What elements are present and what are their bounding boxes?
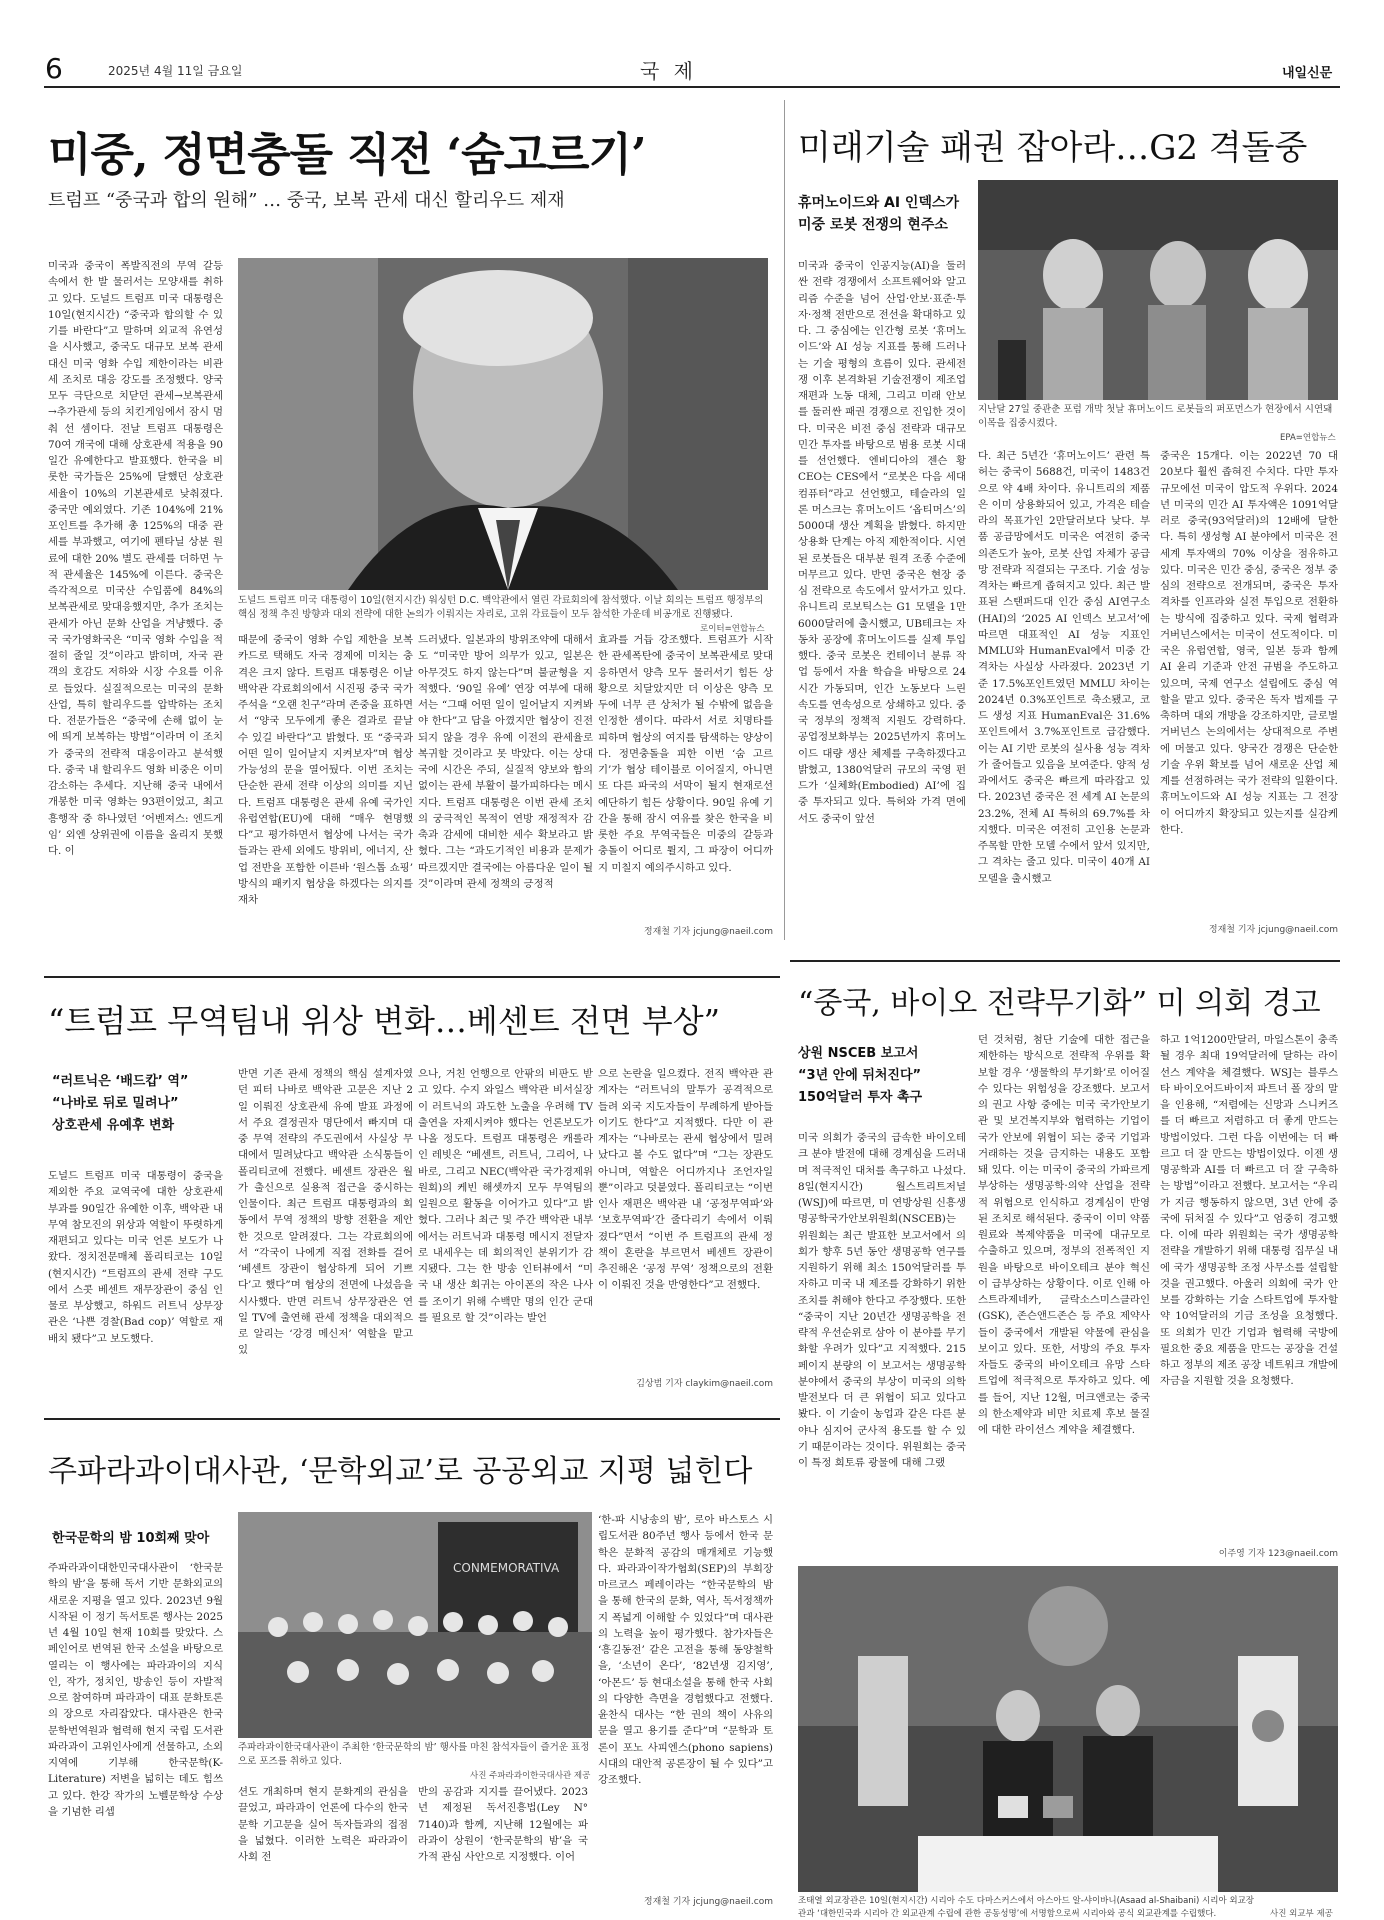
newspaper-name: 내일신문 bbox=[1282, 66, 1333, 81]
a3-subhead-1: “러트닉은 ‘배드캅’ 역” bbox=[52, 1074, 189, 1089]
a3-column-1: 도널드 트럼프 미국 대통령이 중국을 제외한 주요 교역국에 대한 상호관세 부과를 90일간 유예한 이후, 백악관 내 무역 참모진의 위상과 역할이 뚜렷하게 재편되고 있다는 미국 언론 보도가 나왔다. 정치전문매체 폴리티코는 10일(현지시간) “트럼프의 관세 전략 구도에서 스콧 베센트 재무장관이 중심 인물로 부상했고, 하워드 러트닉 상무장관은 ‘나쁜 경찰(Bad cop)’ 역할로 재배치 됐다”고 보도했다. bbox=[48, 1170, 223, 1345]
trump-photo-figure bbox=[238, 258, 768, 590]
issue-date: 2025년 4월 11일 금요일 bbox=[108, 64, 243, 78]
a1-headline: 미중, 정면충돌 직전 ‘숨고르기’ bbox=[48, 128, 646, 181]
a5-column-1: 주파라과이대한민국대사관이 ‘한국문학의 밤’을 통해 독서 기반 문화외교의 새로운 지평을 열고 있다. 2023년 9월 시작된 이 정기 독서토론 행사는 2025년 4월 10일 현재 10회를 맞았다. 스페인어로 번역된 한국 소설을 바탕으로 열리는 이 행사에는 파라과이의 지식인, 작가, 정치인, 방송인 등이 자발적으로 참여하며 파라과이 대표 문화토론의 장으로 자리잡았다. 대사관은 한국문학번역원과 협력해 현지 국립 도서관 파라과이 고위인사에게 선물하고, 소외 지역에 기부해 한국문학(K-Literature) 저변을 넓히는 데도 힘쓰고 있다. 한강 작가의 노벨문학상 수상을 기념한 리셉 bbox=[48, 1562, 223, 1818]
a1-subhead: 트럼프 “중국과 합의 원해” … 중국, 보복 관세 대신 할리우드 제재 bbox=[48, 190, 565, 211]
header-rule bbox=[44, 86, 1340, 88]
a2-headline: 미래기술 패권 잡아라…G2 격돌중 bbox=[798, 128, 1308, 168]
a2-subhead-2: 미중 로봇 전쟁의 현주소 bbox=[798, 217, 948, 233]
column-divider bbox=[784, 100, 785, 940]
a5-column-4: ‘한-파 시낭송의 밤’, 로아 바스토스 시립도서관 80주년 행사 등에서 한국 문학은 문화적 공감의 매개체로 기능했다. 파라과이작가협회(SEP)의 부회장 마르코스 페레이라는 “한국문학의 밤을 통해 한국의 문화, 역사, 독서정책까지 폭넓게 이해할 수 있었다”며 대사관의 노력을 높이 평가했다. 참가자들은 ‘흥길동전’ 같은 고전을 통해 동양철학을, ‘소년이 온다’, ‘82년생 김지영’, ‘아몬드’ 등 현대소설을 통해 한국 사회의 다양한 측면을 경험했다고 전했다. 윤찬식 대사는 “한 권의 책이 사유의 문을 열고 용기를 준다”며 “문학과 토론이 포노 사피엔스(phono sapiens) 시대의 대안적 공론장이 될 수 있다”고 강조했다. bbox=[598, 1514, 773, 1786]
section-rule-right bbox=[790, 960, 1340, 962]
a5-photo-caption: 주파라과이한국대사관이 주최한 ‘한국문학의 밤’ 행사를 마친 참석자들이 즐거운 표정으로 포즈를 취하고 있다. bbox=[238, 1742, 590, 1767]
a2-column-2: 다. 최근 5년간 ‘휴머노이드’ 관련 특허는 중국이 5688건, 미국이 1483건으로 약 4배 차이다. 유니트리의 제품은 이미 상용화되어 있고, 가격은 테슬라의 목표가인 2만달러보다 낮다. 부품 공급망에서도 미국은 여전히 중국 의존도가 높아, 로봇 산업 자체가 공급망 전략과 직결되는 구조다. 기술 성능 격차는 빠르게 좁혀지고 있다. 최근 발표된 스탠퍼드대 인간 중심 AI연구소(HAI)의 ‘2025 AI 인덱스 보고서’에 따르면 대표적인 AI 성능 지표인 MMLU와 HumanEval에서 미중 간 격차는 사실상 사라졌다. 2023년 기준 17.5%포인트였던 MMLU 차이는 2024년 0.3%포인트로 축소됐고, 코드 생성 지표 HumanEval은 31.6%포인트에서 3.7%포인트로 급감했다. 이는 AI 기반 로봇의 실사용 성능 격차가 줄어들고 있음을 보여준다. 양적 성과에서도 중국은 빠르게 따라잡고 있다. 2023년 중국은 전 세계 AI 논문의 23.2%, 전체 AI 특허의 69.7%를 차지했다. 미국은 여전히 고인용 논문과 주목할 만한 모델 수에서 앞서 있지만, 그 격차는 줄고 있다. 미국이 40개 AI 모델을 출시했고 bbox=[978, 450, 1150, 885]
a3-column-4: 으로 논란을 일으켰다. 전직 백악관 관계자는 “러트닉의 말투가 공격적으로 들려 외국 지도자들이 무례하게 받아들이기도 한다”고 지적했다. 다만 이 관계자는 “나바로는 관세 협상에서 밀려났다고 볼 수도 없다”며 “그는 장관도 아니며, 역할은 어디까지나 조언자일 뿐”이라고 덧붙였다. 폴리티코는 “이번 인사 재편은 백악관 내 ‘공정무역파’와 ‘보호무역파’간 줄다리기 속에서 이뤄졌다”면서 “이번 주 트럼프의 관세 정책이 혼란을 부르면서 베센트 장관이 추진해온 ‘공정 무역’ 정책으로의 전환이 이뤄진 것을 반영한다”고 전했다. bbox=[598, 1068, 773, 1292]
a1-photo-caption: 도널드 트럼프 미국 대통령이 10일(현지시간) 워싱턴 D.C. 백악관에서 열린 각료회의에 참석했다. 이날 회의는 트럼프 행정부의 핵심 정책 추진 방향과 대외 전략에 대한 논의가 이뤄지는 자리로, 고위 각료들이 모두 참석한 가운데 비공개로 진행됐다. bbox=[238, 595, 764, 620]
a4-byline: 이주영 기자 123@naeil.com bbox=[1218, 1549, 1338, 1559]
a2-photo-credit: EPA=연합뉴스 bbox=[1280, 433, 1336, 443]
a2-photo-caption: 지난달 27일 중관춘 포럼 개막 첫날 휴머노이드 로봇들의 퍼포먼스가 현장에서 시연돼 이목을 집중시켰다. bbox=[978, 404, 1333, 429]
event-banner-text: CONMEMORATIVA bbox=[453, 1561, 560, 1575]
a3-subhead-3: 상호관세 유예후 변화 bbox=[52, 1118, 175, 1133]
a6-photo-caption: 조태열 외교장관은 10일(현지시간) 시리아 수도 다마스커스에서 아스아드 알-샤이바니(Asaad al-Shaibani) 시리아 외교장관과 ‘대한민국과 시리아 간 외교관계 수립에 관한 공동성명’에 서명함으로써 시리아와 공식 외교관계를 수립했다. bbox=[798, 1896, 1255, 1919]
a5-byline: 정재철 기자 jcjung@naeil.com bbox=[643, 1897, 773, 1907]
robots-photo-figure bbox=[978, 180, 1338, 400]
event-photo-figure bbox=[238, 1512, 592, 1738]
a1-photo-credit: 로이터=연합뉴스 bbox=[700, 624, 765, 634]
a4-column-2: 던 것처럼, 첨단 기술에 대한 접근을 제한하는 방식으로 전략적 우위를 확보할 경우 ‘생물학의 무기화’로 이어질 수 있다는 위험성을 강조했다. 보고서의 권고 사항 중에는 미국 국가안보기관 및 보건복지부와 협력하는 기업이 국가 안보에 위협이 되는 중국 기업과 거래하는 것을 금지하는 내용도 포함돼 있다. 이는 미국이 중국의 가파르게 부상하는 생명공학·의약 산업을 전략적 위협으로 인식하고 경계심이 반영된 조치로 해석된다. 중국이 이미 약품 원료와 복제약품을 미국에 대규모로 수출하고 있으며, 정부의 전폭적인 지원을 바탕으로 바이오테크 분야 혁신이 급부상하는 상황이다. 이로 인해 아스트라제네카, 글락소스미스클라인(GSK), 존슨앤드존슨 등 주요 제약사들이 중국에서 개발된 약물에 관심을 보이고 있다. 또한, 서방의 주요 투자자들도 중국의 바이오테크 유망 스타트업에 적극적으로 투자하고 있다. 예를 들어, 지난 12월, 머크앤코는 중국의 한소제약과 비만 치료제 후보 물질에 대한 라이선스 계약을 체결했다. bbox=[978, 1034, 1150, 1436]
a1-column-2: 때문에 중국이 영화 수입 제한을 보복 카드로 택해도 자국 경제에 미치는 충격은 크지 않다. 트럼프 대통령은 이날 백악관 각료회의에서 시진핑 중국 국가주석을 “오랜 친구”라며 존중을 표하면서 “양국 모두에게 좋은 결과로 끝날 수 있길 바란다”고 밝혔다. 또 “중국과 어떤 일이 일어날지 지켜보자”며 협상 가능성의 문을 열어뒀다. 이번 조치는 단순한 관세 전략 이상의 의미를 지닌다. 트럼프 대통령은 관세 유예 국가인 유럽연합(EU)에 대해 “매우 현명했다”고 평가하면서 협상에 나서는 국가들과는 관세 외에도 방위비, 에너지, 산업 전반을 포함한 이른바 ‘원스톱 쇼핑’ 방식의 패키지 협상을 하겠다는 의지를 재차 bbox=[238, 634, 413, 906]
a6-photo-signing bbox=[798, 1566, 1338, 1892]
a5-photo-credit: 사진 주파라과이한국대사관 제공 bbox=[470, 1771, 591, 1781]
a5-photo-event bbox=[238, 1512, 592, 1738]
a3-headline: “트럼프 무역팀내 위상 변화…베센트 전면 부상” bbox=[48, 1002, 720, 1040]
a2-photo-robots bbox=[978, 180, 1338, 400]
a3-byline: 김상범 기자 claykim@naeil.com bbox=[636, 1379, 773, 1389]
a6-photo-credit: 사진 외교부 제공 bbox=[1270, 1909, 1333, 1919]
a1-column-3: 드러냈다. 일본과의 방위조약에 대해서도 “미국만 방어 의무가 있고, 일본은 아무것도 하지 않는다”며 불균형을 지적했다. ‘90일 유예’ 연장 여부에 대해서는 “그때 어떤 일이 일어날지 지켜봐야 한다”고 답을 아꼈지만 협상이 진전되지 않을 경우 유예 이전의 관세율로 복귀할 것이라고 못 박았다. 이는 상대국에 시간은 주되, 실질적 양보와 함의 없이는 관세 부활이 불가피하다는 메시지다. 트럼프 대통령은 이번 관세 조치의 궁극적인 목적이 연방 재정적자 감축과 감세에 대비한 세수 확보라고 밝혔다. 그는 “과도기적인 비용과 문제가 따르겠지만 결국에는 아름다운 일이 될 것”이라며 관세 정책의 긍정적 bbox=[418, 634, 593, 890]
a3-subhead-2: “나바로 뒤로 밀려나” bbox=[52, 1096, 179, 1111]
a5-subhead: 한국문학의 밤 10회째 맞아 bbox=[52, 1531, 210, 1546]
section-rule-left bbox=[44, 976, 780, 978]
a3-column-2: 반면 기존 관세 정책의 핵심 설계자였던 피터 나바로 백악관 고문은 지난 2일 이뤄진 상호관세 유예 발표 과정에서 주요 결정권자 명단에서 빠지며 대중 무역 전략의 주도권에서 사실상 무대에서 밀려났다고 백악관 소식통들이 폴리티코에 전했다. 베센트 장관은 월가 출신으로 실용적 접근을 중시하는 인물이다. 최근 트럼프 대통령과의 회동에서 무역 정책의 방향 전환을 제안한 것으로 알려졌다. 그는 각료회의에서 “각국이 나에게 직접 전화를 걸어 ‘베센트 장관이 협상하게 되어 기쁘다’고 했다”며 협상의 전면에 나섰음을 시사했다. 반면 러트닉 상무장관은 연일 TV에 출연해 관세 정책을 대외적으로 알리는 ‘강경 메신저’ 역할을 맡고 있 bbox=[238, 1068, 413, 1357]
a5-headline: 주파라과이대사관, ‘문학외교’로 공공외교 지평 넓힌다 bbox=[48, 1454, 753, 1489]
a2-byline: 정재철 기자 jcjung@naeil.com bbox=[1208, 925, 1338, 935]
a5-column-2: 션도 개최하며 현지 문화계의 관심을 끌었고, 파라과이 언론에 다수의 한국문학 기고문을 실어 독자들과의 접점을 넓혔다. 이러한 노력은 파라과이 사회 전 bbox=[238, 1786, 408, 1863]
a3-column-3: 으나, 거친 언행으로 안팎의 비판도 받고 있다. 수지 와일스 백악관 비서실장이 러트닉의 과도한 노출을 우려해 TV 출연을 자제시켜야 했다는 언론보도가 나올 정도다. 트럼프 대통령은 캐롤라인 레빗은 “베센트, 러트닉, 그리어, 나바로, 그리고 NEC(백악관 국가경제위원회)의 케빈 해셋까지 모두 무역팀의 일원으로 활동을 이어가고 있다”고 밝혔다. 그러나 최근 및 주간 백악관 내부에서는 러트닉과 대통령 메시지 전달자로 내세우는 데 회의적인 분위기가 감지됐다. 그는 한 방송 인터뷰에서 “미국 내 생산 회귀는 아이폰의 작은 나사를 조이기 위해 수백만 명의 인간 군대를 필요로 할 것”이라는 발언 bbox=[418, 1068, 593, 1324]
a4-column-1: 미국 의회가 중국의 급속한 바이오테크 분야 발전에 대해 경계심을 드러내며 적극적인 대처를 촉구하고 나섰다. 8일(현지시간) 월스트리트저널(WSJ)에 따르면, 미 연방상원 신흥생명공학국가안보위원회(NSCEB)는 위원회는 최근 발표한 보고서에서 의회가 향후 5년 동안 생명공학 연구를 지원하기 위해 최소 150억달러를 투자하고 미국 내 제조를 강화하기 위한 조치를 취해야 한다고 주장했다. 또한 “중국이 지난 20년간 생명공학을 전략적 우선순위로 삼아 이 분야를 무기화할 우려가 있다”고 지적했다. 215페이지 분량의 이 보고서는 생명공학 분야에서 중국의 부상이 미국의 의학 발전보다 더 큰 위협이 되고 있다고 봤다. 이 기술이 농업과 같은 다른 분야나 심지어 군사적 용도를 할 수 있기 때문이라는 것이다. 위원회는 중국이 특정 희토류 광물에 대해 그랬 bbox=[798, 1132, 966, 1469]
a5-column-3: 반의 공감과 지지를 끌어냈다. 2023년 제정된 독서진흥법(Ley N° 7140)과 함께, 지난해 12월에는 파라과이 상원이 ‘한국문학의 밤’을 국가적 관심 사안으로 지정했다. 이어 bbox=[418, 1786, 588, 1863]
a2-subhead-1: 휴머노이드와 AI 인덱스가 bbox=[798, 195, 960, 211]
a2-column-3: 중국은 15개다. 이는 2022년 70 대 20보다 훨씬 좁혀진 수치다. 다만 투자 규모에선 미국이 압도적 우위다. 2024년 미국의 민간 AI 투자액은 1091억달러로 중국(93억달러)의 12배에 달한다. 특히 생성형 AI 분야에서 미국은 전 세계 투자액의 70% 이상을 점유하고 있다. 미국은 민간 중심, 중국은 정부 중심의 전략으로 전개되며, 중국은 투자 격차를 인프라와 실전 투입으로 전환하는 방식에 집중하고 있다. 국제 협력과 거버넌스에서는 미국이 선도적이다. 미국은 유럽연합, 영국, 일본 등과 함께 AI 윤리 기준과 안전 규범을 주도하고 있으며, 국제 연구소 설립에도 중심 역할을 맡고 있다. 중국은 독자 법제를 구축하며 대외 개방을 강조하지만, 글로벌 거버넌스 논의에서는 상대적으로 주변에 머물고 있다. 양국간 경쟁은 단순한 기술 우위 확보를 넘어 새로운 산업 체계를 선점하려는 국가 전략의 일환이다. 휴머노이드와 AI 성능 지표는 그 전장이 어디까지 확장되고 있는지를 실감케 한다. bbox=[1160, 450, 1338, 836]
a4-headline: “중국, 바이오 전략무기화” 미 의회 경고 bbox=[798, 986, 1321, 1021]
a2-column-1: 미국과 중국이 인공지능(AI)을 둘러싼 전략 경쟁에서 소프트웨어와 알고리즘 수준을 넘어 산업·안보·표준·투자·정책 전반으로 전선을 확대하고 있다. 그 중심에는 인간형 로봇 ‘휴머노이드’와 AI 성능 지표를 통해 드러나는 기술 평형의 흐름이 있다. 관세전쟁 이후 본격화된 기술전쟁이 제조업 재편과 노동 대체, 그리고 미래 안보를 둘러싼 패권 경쟁으로 진입한 것이다. 미국은 비전 중심 전략과 대규모 민간 투자를 바탕으로 범용 로봇 시대를 선언했다. 엔비디아의 젠슨 황 CEO는 CES에서 “로봇은 다음 세대 컴퓨터”라고 선언했고, 테슬라의 일론 머스크는 휴머노이드 ‘옵티머스’의 5000대 생산 계획을 밝혔다. 하지만 상용화 단계는 아직 제한적이다. 시연된 로봇들은 대부분 원격 조종 수준에 머무르고 있다. 반면 중국은 현장 중심 전략으로 속도에서 앞서가고 있다. 유니트리 로보틱스는 G1 모델을 1만6000달러에 출시했고, UB테크는 자동차 공장에 휴머노이드를 실제 투입했다. 중국 로봇은 컨테이너 분류 작업 등에서 자율 학습을 바탕으로 24시간 가동되며, 인간 노동보다 느린 속도를 연속성으로 상쇄하고 있다. 중국 정부의 정책적 지원도 강력하다. 공업정보화부는 2025년까지 휴머노이드 대량 생산 체제를 구축하겠다고 밝혔고, 1380억달러 규모의 국영 펀드가 ‘실체화(Embodied) AI’에 집중 투자되고 있다. 특허와 가격 면에서도 중국이 앞선 bbox=[798, 260, 966, 825]
a4-subhead-3: 150억달러 투자 촉구 bbox=[798, 1090, 923, 1105]
section-title: 국 제 bbox=[640, 59, 697, 83]
a4-subhead-1: 상원 NSCEB 보고서 bbox=[798, 1046, 919, 1061]
a1-byline: 정재철 기자 jcjung@naeil.com bbox=[643, 927, 773, 937]
signing-photo-figure bbox=[798, 1566, 1338, 1892]
a1-column-1: 미국과 중국이 폭발직전의 무역 갈등 속에서 한 발 물러서는 모양새를 취하고 있다. 도널드 트럼프 미국 대통령은 10일(현지시간) “중국과 합의할 수 있기를 바란다”고 말하며 외교적 유연성을 시사했고, 중국도 대규모 보복 관세 대신 미국 영화 수입 제한이라는 비관세 조치로 대응 강도를 조정했다. 양국 모두 극단으로 치닫던 관세→보복관세→추가관세 등의 치킨게임에서 잠시 멈춰 선 셈이다. 전날 트럼프 대통령은 70여 개국에 대해 상호관세 적용을 90일간 유예한다고 발표했다. 한국을 비롯한 국가들은 25%에 달했던 상호관세율이 10%의 기본관세로 낮춰졌다. 중국만 예외였다. 기존 104%에 21%포인트를 추가해 총 125%의 대중 관세를 부과했고, 여기에 펜타닐 상분 원료에 대한 20% 별도 관세를 더하면 누적 관세율은 145%에 이른다. 중국은 즉각적으로 미국산 수입품에 84%의 보복관세로 맞대응했지만, 추가 조치는 관세가 아닌 문화 산업을 겨냥했다. 중국 국가영화국은 “미국 영화 수입을 적절히 줄일 것”이라고 밝히며, 자국 관객의 호감도 저하와 시장 수요를 이유로 들었다. 실질적으로는 미국의 문화산업, 특히 할리우드를 압박하는 조치다. 전문가들은 “중국에 손해 없이 눈에 띄게 보복하는 방법”이라며 이 조치가 중국의 전략적 대응이라고 분석했다. 중국 내 할리우드 영화 비중은 이미 감소하는 추세다. 지난해 중국 내에서 개봉한 미국 영화는 93편이었고, 최고 흥행작 중 하나였던 ‘어벤져스: 엔드게임’ 외엔 상위권에 이름을 올리지 못했다. 이 bbox=[48, 260, 223, 857]
a4-column-3: 하고 1억1200만달러, 마일스톤이 충족될 경우 최대 19억달러에 달하는 라이선스 계약을 체결했다. WSJ는 블루스타 바이오어드바이저 파트너 폴 장의 말을 인용해, “저렴에는 신망과 스니커즈를 더 빠르고 저렴하고 더 좋게 만드는 방법이었다. 그런 다음 이번에는 더 빠르고 더 잘 만드는 방법이었다. 이젠 생명공학과 AI를 더 빠르고 더 잘 구축하는 방법”이라고 전했다. 보고서는 “우리가 지금 행동하지 않으면, 3년 안에 중국에 뒤처질 수 있다”고 엄중히 경고했다. 이에 따라 위원회는 국가 생명공학 전략을 개발하기 위해 대통령 집무실 내에 국가 생명공학 조정 사무소를 설립할 것을 권고했다. 아울러 의회에 국가 안보를 강화하는 기술 스타트업에 투자할 약 10억달러의 기금 조성을 요청했다. 또 의회가 민간 기업과 협력해 국방에 필요한 중요 제품을 만드는 공장을 건설하고 정부의 제조 공장 네트워크 개발에 자금을 지원할 것을 요청했다. bbox=[1160, 1034, 1338, 1388]
a4-subhead-2: “3년 안에 뒤처진다” bbox=[798, 1068, 922, 1083]
a1-column-4: 효과를 거듭 강조했다. 트럼프가 시작한 관세폭탄에 중국이 보복관세로 맞대응하면서 양측 모두 물러서기 힘든 상황으로 치달았지만 더 이상은 양측 모두에 너무 큰 상처가 될 수밖에 없음을 인정한 셈이다. 따라서 서로 치명타를 피하며 협상의 여지를 탐색하는 양상이다. 정면충돌을 피한 이번 ‘숨 고르기’가 협상 테이블로 이어질지, 아니면 또 다른 파국의 서막이 될지 현재로선 예단하기 힘든 상황이다. 90일 유예 기간을 통해 잠시 여유를 찾은 한국을 비롯한 주요 무역국들은 미중의 갈등과 충돌이 어디로 튈지, 그 파장이 어디까지 미칠지 예의주시하고 있다. bbox=[598, 634, 773, 874]
a1-photo-trump bbox=[238, 258, 768, 590]
a3-bottom-rule bbox=[44, 1418, 780, 1420]
page-number: 6 bbox=[45, 52, 63, 85]
